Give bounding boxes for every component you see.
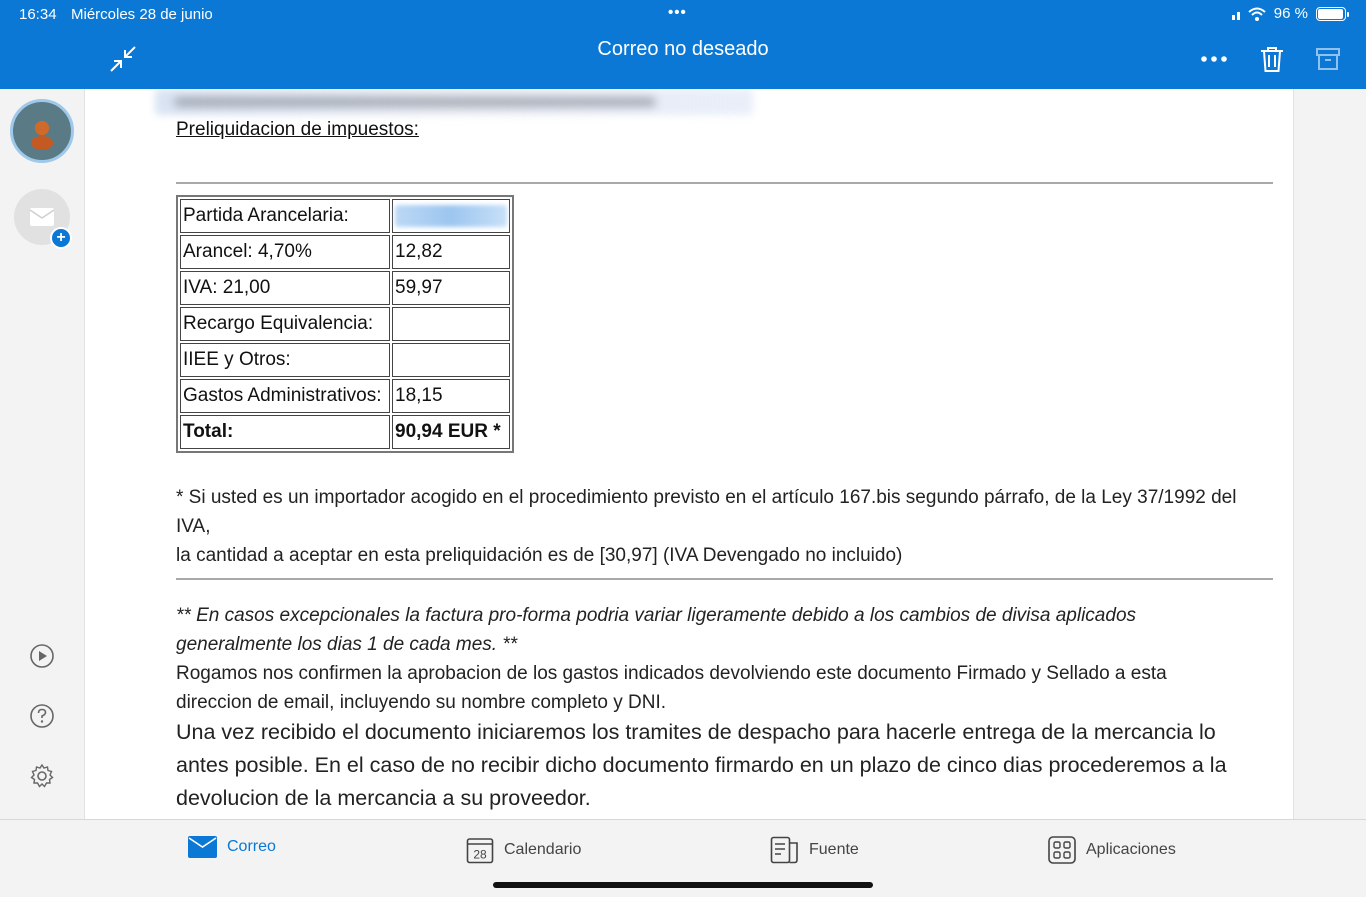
- text-line: generalmente los dias 1 de cada mes. **: [176, 634, 518, 655]
- app-header: [0, 0, 1366, 89]
- trash-icon[interactable]: [1257, 44, 1287, 74]
- table-row: [180, 199, 510, 233]
- account-sidebar: [0, 89, 85, 819]
- signal-icon: [1232, 8, 1240, 20]
- table-cell-value: [392, 199, 510, 233]
- bottom-tab-bar: [0, 819, 1366, 897]
- play-icon[interactable]: [29, 643, 55, 669]
- table-row-total: [180, 415, 510, 449]
- email-body[interactable]: [85, 89, 1293, 819]
- help-icon[interactable]: [29, 703, 55, 729]
- table-cell-value: [392, 307, 510, 341]
- table-row: [180, 307, 510, 341]
- battery-percent: 96 %: [1273, 5, 1308, 22]
- redacted-text: [155, 89, 753, 115]
- exchange-note: [176, 601, 1276, 659]
- calendar-day: 28: [473, 847, 487, 862]
- settings-icon[interactable]: [29, 763, 55, 789]
- feed-icon: [770, 836, 799, 864]
- text-line: direccion de email, incluyendo su nombre completo y DNI.: [176, 692, 667, 713]
- tab-apps[interactable]: [1048, 836, 1176, 864]
- right-gutter: [1293, 89, 1366, 819]
- battery-fill: [1318, 9, 1343, 19]
- home-indicator[interactable]: [493, 882, 873, 888]
- battery-icon: [1316, 7, 1346, 21]
- table-cell-label: Partida Arancelaria:: [180, 199, 390, 233]
- tab-label: Calendario: [504, 841, 582, 858]
- multitask-dots[interactable]: •••: [668, 4, 687, 21]
- divider: [176, 182, 1273, 184]
- table-cell-label: Total:: [180, 415, 390, 449]
- apps-icon: [1048, 836, 1076, 864]
- status-indicators: [1232, 5, 1346, 22]
- vat-note: [176, 483, 1276, 570]
- table-cell-label: Gastos Administrativos:: [180, 379, 390, 413]
- text-line: Una vez recibido el documento iniciaremos los tramites de despacho para hacerle entrega de la mercancia lo: [176, 720, 1216, 744]
- tab-mail[interactable]: [188, 836, 276, 858]
- mail-add-icon: [29, 207, 55, 227]
- text-line: la cantidad a aceptar en esta preliquidación es de [30,97] (IVA Devengado no incluido): [176, 545, 903, 566]
- table-cell-value: 90,94 EUR *: [392, 415, 510, 449]
- divider: [176, 578, 1273, 580]
- tab-label: Correo: [227, 838, 276, 855]
- plus-icon: +: [50, 227, 72, 249]
- table-cell-value: 12,82: [392, 235, 510, 269]
- text-line: IVA,: [176, 516, 211, 537]
- mail-icon: [188, 836, 217, 858]
- text-line: devolucion de la mercancia a su proveedor.: [176, 786, 591, 810]
- table-row: [180, 343, 510, 377]
- table-cell-value: [392, 343, 510, 377]
- table-cell-label: Recargo Equivalencia:: [180, 307, 390, 341]
- tab-label: Aplicaciones: [1086, 841, 1176, 858]
- archive-icon[interactable]: [1313, 44, 1343, 74]
- status-time: 16:34: [19, 6, 57, 23]
- table-cell-label: IIEE y Otros:: [180, 343, 390, 377]
- status-date: Miércoles 28 de junio: [71, 6, 213, 23]
- dispatch-notice: [176, 716, 1276, 815]
- avatar[interactable]: [10, 99, 74, 163]
- add-account-button[interactable]: [14, 189, 70, 245]
- tax-table: [176, 195, 514, 453]
- folder-title: Correo no deseado: [597, 38, 769, 60]
- table-cell-value: 18,15: [392, 379, 510, 413]
- confirm-request: [176, 659, 1276, 717]
- tab-calendar[interactable]: [466, 836, 581, 864]
- more-icon[interactable]: [1199, 44, 1229, 74]
- section-heading: Preliquidacion de impuestos:: [176, 119, 419, 140]
- tab-feed[interactable]: [770, 836, 859, 864]
- text-line: * Si usted es un importador acogido en el procedimiento previsto en el artículo 167.bis segundo párrafo, de la Ley 37/1992 del: [176, 487, 1237, 508]
- calendar-icon: [466, 836, 494, 864]
- redacted-value: [395, 205, 507, 227]
- text-line: ** En casos excepcionales la factura pro-forma podria variar ligeramente debido a los cambios de divisa aplicados: [176, 605, 1137, 626]
- text-line: antes posible. En el caso de no recibir dicho documento firmardo en un plazo de cinco dias procederemos a la: [176, 753, 1227, 777]
- wifi-icon: [1248, 7, 1266, 21]
- table-cell-label: IVA: 21,00: [180, 271, 390, 305]
- table-cell-label: Arancel: 4,70%: [180, 235, 390, 269]
- table-row: [180, 235, 510, 269]
- tab-label: Fuente: [809, 841, 859, 858]
- table-cell-value: 59,97: [392, 271, 510, 305]
- table-row: [180, 379, 510, 413]
- table-row: [180, 271, 510, 305]
- text-line: Rogamos nos confirmen la aprobacion de los gastos indicados devolviendo este documento Firmado y Sellado a esta: [176, 663, 1167, 684]
